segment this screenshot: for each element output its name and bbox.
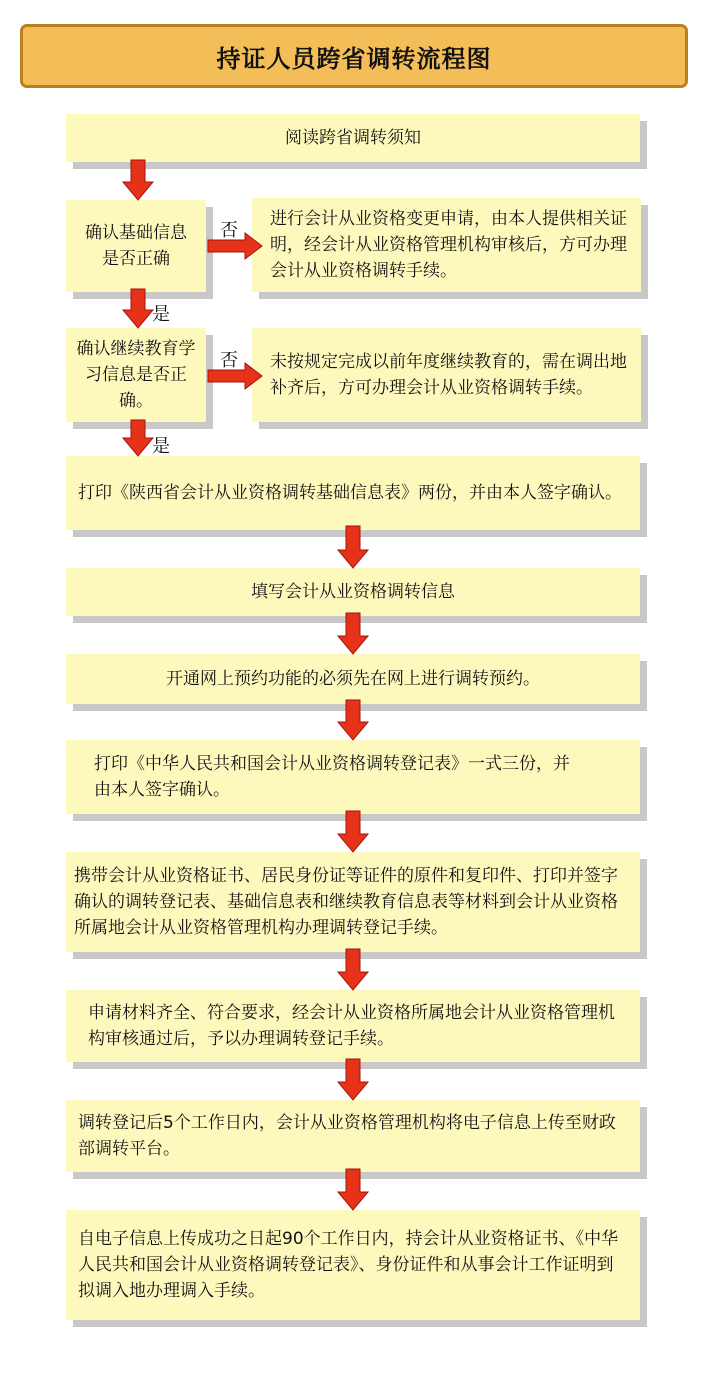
arrow-down-4 xyxy=(338,526,368,568)
label-no-basic: 否 xyxy=(220,220,238,241)
step-print-registration-form-text: 打印《中华人民共和国会计从业资格调转登记表》一式三份，并由本人签字确认。 xyxy=(94,754,570,800)
arrow-right-basic-no xyxy=(208,233,262,259)
step-print-basic-form-text: 打印《陕西省会计从业资格调转基础信息表》两份，并由本人签字确认。 xyxy=(78,483,622,503)
arrow-down-10 xyxy=(338,1169,368,1210)
step-basic-no-action-text: 进行会计从业资格变更申请，由本人提供相关证明，经会计从业资格管理机构审核后，方可办理会计从业资格调转手续。 xyxy=(270,209,627,281)
step-fill-transfer-info-text: 填写会计从业资格调转信息 xyxy=(251,582,455,602)
step-bring-documents-text: 携带会计从业资格证书、居民身份证等证件的原件和复印件、打印并签字确认的调转登记表、基础信息表和继续教育信息表等材料到会计从业资格所属地会计从业资格管理机构办理调转登记手续。 xyxy=(74,866,618,938)
arrow-down-3 xyxy=(123,420,153,456)
arrow-right-education-no xyxy=(208,363,262,389)
arrow-down-1 xyxy=(123,160,153,200)
page-title: 持证人员跨省调转流程图 xyxy=(20,24,688,88)
step-online-booking-text: 开通网上预约功能的必须先在网上进行调转预约。 xyxy=(166,669,540,689)
arrow-down-8 xyxy=(338,949,368,990)
arrow-down-7 xyxy=(338,811,368,852)
label-yes-basic: 是 xyxy=(152,304,170,325)
step-education-no-action-text: 未按规定完成以前年度继续教育的，需在调出地补齐后，方可办理会计从业资格调转手续。 xyxy=(270,352,627,398)
step-review-approval-text: 申请材料齐全、符合要求，经会计从业资格所属地会计从业资格管理机构审核通过后，予以办理调转登记手续。 xyxy=(88,1003,615,1049)
step-transfer-in-text: 自电子信息上传成功之日起90个工作日内，持会计从业资格证书、《中华人民共和国会计从业资格调转登记表》、身份证件和从事会计工作证明到拟调入地办理调入手续。 xyxy=(78,1229,619,1301)
arrow-down-9 xyxy=(338,1059,368,1100)
step-upload-platform-text: 调转登记后5个工作日内，会计从业资格管理机构将电子信息上传至财政部调转平台。 xyxy=(78,1113,616,1159)
step-read-notice-text: 阅读跨省调转须知 xyxy=(285,128,421,148)
decision-confirm-basic-text: 确认基础信息是否正确 xyxy=(85,223,187,269)
label-yes-education: 是 xyxy=(152,436,170,457)
arrow-down-5 xyxy=(338,613,368,654)
arrow-down-6 xyxy=(338,700,368,740)
arrow-down-2 xyxy=(123,289,153,328)
decision-confirm-education-text: 确认继续教育学习信息是否正确。 xyxy=(76,339,196,411)
label-no-education: 否 xyxy=(220,350,238,371)
